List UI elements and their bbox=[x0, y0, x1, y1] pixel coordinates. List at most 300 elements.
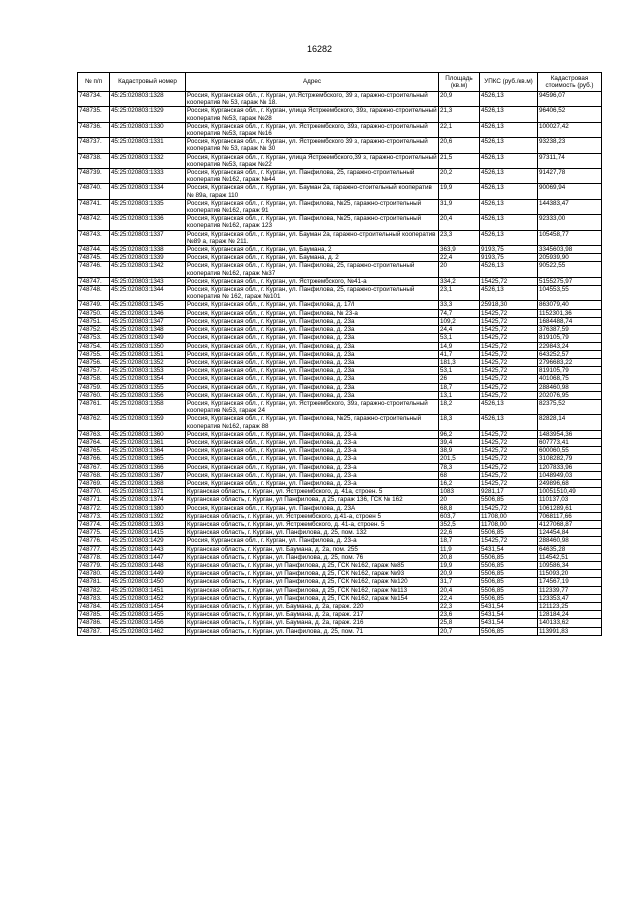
cadastral-number-cell: 45:25:020803:1329 bbox=[110, 107, 186, 122]
cadastral-cost-cell: 82828,14 bbox=[538, 415, 602, 430]
upks-cell: 5506,85 bbox=[480, 553, 538, 561]
area-cell: 18,7 bbox=[439, 537, 480, 545]
cadastral-number-cell: 45:25:020803:1462 bbox=[110, 627, 186, 635]
row-number-cell: 748761. bbox=[78, 399, 110, 414]
row-number-cell: 748751. bbox=[78, 317, 110, 325]
cadastral-cost-cell: 7068117,66 bbox=[538, 512, 602, 520]
cadastral-cost-cell: 92333,00 bbox=[538, 215, 602, 230]
row-number-cell: 748742. bbox=[78, 215, 110, 230]
address-cell: Курганская область, г. Курган, ул. Панфилова, д. 25, пом. 71 bbox=[186, 627, 439, 635]
address-cell: Россия, Курганская обл., г. Курган, ул. Бауман 2а, гаражно-стоительный кооператив № 89а, гараж 110 bbox=[186, 184, 439, 199]
upks-cell: 4526,13 bbox=[480, 215, 538, 230]
cadastral-number-cell: 45:25:020803:1371 bbox=[110, 488, 186, 496]
upks-cell: 4526,13 bbox=[480, 399, 538, 414]
cadastral-cost-cell: 202076,95 bbox=[538, 391, 602, 399]
address-cell: Россия, Курганская обл., г. Курган, улица Ястржембского,39 з, гаражно-строительный кооператив №53, гараж №22 bbox=[187, 153, 437, 168]
area-cell: 21,5 bbox=[439, 153, 480, 168]
cadastral-cost-cell: 96406,52 bbox=[538, 107, 602, 122]
address-cell: Россия, Курганская обл., г. Курган, ул. Панфилова, д. 23а bbox=[186, 317, 439, 325]
row-number-cell: 748766. bbox=[78, 455, 110, 463]
table-row bbox=[78, 399, 602, 414]
upks-cell: 15425,72 bbox=[480, 479, 538, 487]
upks-cell: 4526,13 bbox=[480, 138, 538, 153]
table-row bbox=[78, 254, 602, 262]
cadastral-cost-cell: 124454,84 bbox=[538, 529, 602, 537]
table-header-row bbox=[78, 73, 602, 92]
address-cell: Россия, Курганская обл., г. Курган, ул. Панфилова, д. 23а bbox=[186, 383, 439, 391]
cadastral-number-cell: 45:25:020803:1360 bbox=[110, 430, 186, 438]
address-cell: Россия, Курганская обл., г. Курган, ул. Ястржембского 39 з, гаражно-строительный кооператив № 53, гараж № 30 bbox=[186, 138, 439, 153]
area-cell: 38,9 bbox=[439, 447, 480, 455]
cadastral-cost-cell: 140133,62 bbox=[538, 619, 602, 627]
cadastral-number-cell: 45:25:020803:1368 bbox=[110, 479, 186, 487]
cadastral-number-cell: 45:25:020803:1451 bbox=[110, 586, 186, 594]
cadastral-number-cell: 45:25:020803:1351 bbox=[110, 350, 186, 358]
upks-cell: 15425,72 bbox=[480, 342, 538, 350]
table-row bbox=[78, 92, 602, 107]
address-cell: Россия, Курганская обл., г. Курган, ул. Панфилова, 25, гаражно-строительный кооператив №162, гараж №37 bbox=[186, 262, 439, 277]
table-row bbox=[78, 334, 602, 342]
upks-cell: 5506,85 bbox=[480, 627, 538, 635]
cadastral-number-cell: 45:25:020803:1348 bbox=[110, 326, 186, 334]
address-cell: Курганская область, г. Курган, ул. Ястржембского, д. 41-а, строен. 5 bbox=[186, 520, 439, 528]
row-number-cell: 748737. bbox=[78, 138, 110, 153]
table-row bbox=[78, 463, 602, 471]
upks-cell: 4526,13 bbox=[480, 230, 538, 245]
cadastral-cost-cell: 123353,47 bbox=[538, 594, 602, 602]
cadastral-cost-cell: 5155275,97 bbox=[538, 277, 602, 285]
row-number-cell: 748760. bbox=[78, 391, 110, 399]
table-row bbox=[78, 286, 602, 301]
row-number-cell: 748749. bbox=[78, 301, 110, 309]
upks-cell: 4526,13 bbox=[480, 107, 538, 122]
upks-cell: 4526,13 bbox=[480, 153, 538, 168]
table-row bbox=[78, 570, 602, 578]
table-row bbox=[78, 603, 602, 611]
address-cell: Россия, Курганская обл., г. Курган, ул. Баумана, д. 2 bbox=[186, 254, 439, 262]
address-cell: Россия, Курганская обл., г. Курган, ул. Панфилова, д. 23-а bbox=[186, 438, 439, 446]
table-row bbox=[78, 301, 602, 309]
cadastral-cost-cell: 64635,28 bbox=[538, 545, 602, 553]
upks-cell: 4526,13 bbox=[480, 286, 538, 301]
cadastral-number-cell: 45:25:020803:1367 bbox=[110, 471, 186, 479]
cadastral-cost-cell: 1207833,96 bbox=[538, 463, 602, 471]
cadastral-number-cell: 45:25:020803:1330 bbox=[110, 122, 186, 137]
row-number-cell: 748781. bbox=[78, 578, 110, 586]
address-cell: Россия, Курганская обл., г. Курган, ул. Ястржембского, 39з, гаражно-строительный кооператив №53, гараж №16 bbox=[186, 122, 439, 137]
upks-cell: 25918,30 bbox=[480, 301, 538, 309]
row-number-cell: 748740. bbox=[78, 184, 110, 199]
cadastral-number-cell: 45:25:020803:1335 bbox=[110, 199, 186, 214]
cadastral-cost-cell: 1048949,03 bbox=[538, 471, 602, 479]
cadastral-number-cell: 45:25:020803:1450 bbox=[110, 578, 186, 586]
address-cell: Курганская область, г. Курган, ул. Ястржембского, д.41-а, строен 5 bbox=[186, 512, 439, 520]
upks-cell: 15425,72 bbox=[480, 375, 538, 383]
cadastral-cost-cell: 90069,94 bbox=[538, 184, 602, 199]
area-cell: 181,3 bbox=[439, 358, 480, 366]
cadastral-number-cell: 45:25:020803:1365 bbox=[110, 455, 186, 463]
cadastral-cost-cell: 600060,55 bbox=[538, 447, 602, 455]
cadastral-cost-cell: 288460,98 bbox=[538, 537, 602, 545]
row-number-cell: 748775. bbox=[78, 529, 110, 537]
address-cell: Россия, Курганская обл., г. Курган, ул. Панфилова, №25, гаражно-строительный кооператив №162, гараж 88 bbox=[186, 415, 439, 430]
cadastral-number-cell: 45:25:020803:1356 bbox=[110, 391, 186, 399]
row-number-cell: 748786. bbox=[78, 619, 110, 627]
area-cell: 96,2 bbox=[439, 430, 480, 438]
cadastral-cost-cell: 643252,57 bbox=[538, 350, 602, 358]
upks-cell: 15425,72 bbox=[480, 438, 538, 446]
table-row bbox=[78, 545, 602, 553]
area-cell: 20,4 bbox=[439, 586, 480, 594]
address-cell: Курганская область, г. Курган, ул. Панфилова, д. 25, пом. 132 bbox=[186, 529, 439, 537]
row-number-cell: 748745. bbox=[78, 254, 110, 262]
cadastral-number-cell: 45:25:020803:1448 bbox=[110, 561, 186, 569]
area-cell: 201,5 bbox=[439, 455, 480, 463]
upks-cell: 15425,72 bbox=[480, 277, 538, 285]
row-number-cell: 748750. bbox=[78, 309, 110, 317]
area-cell: 363,9 bbox=[439, 246, 480, 254]
cadastral-cost-cell: 90522,55 bbox=[538, 262, 602, 277]
area-cell: 20,9 bbox=[439, 570, 480, 578]
area-cell: 26 bbox=[439, 375, 480, 383]
row-number-cell: 748757. bbox=[78, 367, 110, 375]
row-number-cell: 748741. bbox=[78, 199, 110, 214]
area-cell: 22,6 bbox=[439, 529, 480, 537]
row-number-cell: 748771. bbox=[78, 496, 110, 504]
address-cell: Россия, Курганская обл., г. Курган, ул.Ястржембского, 39 з, гаражно-строительный кооператив № 53, гараж № 18. bbox=[186, 92, 439, 107]
area-cell: 24,4 bbox=[439, 326, 480, 334]
cadastral-number-cell: 45:25:020803:1449 bbox=[110, 570, 186, 578]
area-cell: 53,1 bbox=[439, 334, 480, 342]
area-cell: 31,9 bbox=[439, 199, 480, 214]
cadastral-cost-cell: 376387,59 bbox=[538, 326, 602, 334]
upks-cell: 4526,13 bbox=[480, 184, 538, 199]
cadastral-number-cell: 45:25:020803:1456 bbox=[110, 619, 186, 627]
table-row bbox=[78, 383, 602, 391]
row-number-cell: 748784. bbox=[78, 603, 110, 611]
cadastral-cost-cell: 249896,68 bbox=[538, 479, 602, 487]
table-row bbox=[78, 455, 602, 463]
table-row bbox=[78, 529, 602, 537]
area-cell: 23,1 bbox=[439, 286, 480, 301]
area-cell: 78,3 bbox=[439, 463, 480, 471]
address-cell: Россия, Курганская обл., г. Курган, ул. Ястржембского, №41-а bbox=[186, 277, 439, 285]
table-row bbox=[78, 277, 602, 285]
area-cell: 14,9 bbox=[439, 342, 480, 350]
cadastral-cost-cell: 97311,74 bbox=[538, 153, 602, 168]
cadastral-number-cell: 45:25:020803:1443 bbox=[110, 545, 186, 553]
area-cell: 20,4 bbox=[439, 215, 480, 230]
table-row bbox=[78, 430, 602, 438]
cadastral-cost-cell: 174567,19 bbox=[538, 578, 602, 586]
address-cell: Курганская область, г. Курган, ул. Ястржембского, д. 41а, строен. 5 bbox=[186, 488, 439, 496]
cadastral-cost-cell: 121123,25 bbox=[538, 603, 602, 611]
row-number-cell: 748769. bbox=[78, 479, 110, 487]
table-row bbox=[78, 199, 602, 214]
table-row bbox=[78, 578, 602, 586]
address-cell: Россия, Курганская обл., г. Курган, ул. Панфилова, д. 23-а bbox=[186, 463, 439, 471]
upks-cell: 9193,75 bbox=[480, 246, 538, 254]
cadastral-cost-cell: 144383,47 bbox=[538, 199, 602, 214]
area-cell: 20,9 bbox=[439, 92, 480, 107]
address-cell: Россия, Курганская обл., г. Курган, ул. Панфилова, №25, гаражно-строительный кооператив №162, гараж 123 bbox=[186, 215, 439, 230]
address-cell: Россия, Курганская обл., г. Курган, ул. Панфилова, д. 23а bbox=[186, 350, 439, 358]
table-row bbox=[78, 553, 602, 561]
cadastral-number-cell: 45:25:020803:1333 bbox=[110, 169, 186, 184]
cadastral-cost-cell: 128184,24 bbox=[538, 611, 602, 619]
cadastral-number-cell: 45:25:020803:1358 bbox=[110, 399, 186, 414]
cadastral-cost-cell: 819105,79 bbox=[538, 334, 602, 342]
area-cell: 22,4 bbox=[439, 594, 480, 602]
row-number-cell: 748764. bbox=[78, 438, 110, 446]
row-number-cell: 748735. bbox=[78, 107, 110, 122]
table-row bbox=[78, 350, 602, 358]
cadastral-number-cell: 45:25:020803:1366 bbox=[110, 463, 186, 471]
header-cadastral-number: Кадастровый номер bbox=[110, 73, 186, 92]
cadastral-number-cell: 45:25:020803:1346 bbox=[110, 309, 186, 317]
table-row bbox=[78, 317, 602, 325]
upks-cell: 4526,13 bbox=[480, 199, 538, 214]
cadastral-cost-cell: 229843,24 bbox=[538, 342, 602, 350]
address-cell: Россия, Курганская обл., г. Курган, ул. Панфилова, №25, гаражно-строительный кооператив №162, гараж 91 bbox=[186, 199, 439, 214]
area-cell: 41,7 bbox=[439, 350, 480, 358]
header-address: Адрес bbox=[186, 73, 439, 92]
address-cell: Россия, Курганская обл., г. Курган, ул. Панфилова, д. 23-а bbox=[186, 447, 439, 455]
row-number-cell: 748758. bbox=[78, 375, 110, 383]
upks-cell: 5431,54 bbox=[480, 545, 538, 553]
address-cell: Россия, Курганская обл., г. Курган, ул. Панфилова, д. 23а bbox=[186, 342, 439, 350]
cadastral-number-cell: 45:25:020803:1359 bbox=[110, 415, 186, 430]
cadastral-number-cell: 45:25:020803:1334 bbox=[110, 184, 186, 199]
address-cell: Россия, Курганская обл., г. Курган, ул. Ястржембского, 39з, гаражно-строительный кооператив №53, гараж 24 bbox=[186, 399, 439, 414]
address-cell: Россия, Курганская обл., г. Курган, ул. Панфилова, д. 23-а bbox=[186, 455, 439, 463]
cadastral-cost-cell: 288460,98 bbox=[538, 383, 602, 391]
cadastral-number-cell: 45:25:020803:1354 bbox=[110, 375, 186, 383]
table-row bbox=[78, 496, 602, 504]
table-row bbox=[78, 504, 602, 512]
cadastral-number-cell: 45:25:020803:1380 bbox=[110, 504, 186, 512]
table-row bbox=[78, 107, 602, 122]
row-number-cell: 748778. bbox=[78, 553, 110, 561]
address-cell: Россия, Курганская обл., г. Курган, ул. Панфилова, 25, гаражно-строительный кооператив № 162, гараж №101 bbox=[186, 286, 439, 301]
cadastral-cost-cell: 91427,78 bbox=[538, 169, 602, 184]
cadastral-number-cell: 45:25:020803:1336 bbox=[110, 215, 186, 230]
table-row bbox=[78, 358, 602, 366]
row-number-cell: 748762. bbox=[78, 415, 110, 430]
table-row bbox=[78, 262, 602, 277]
address-cell: Россия, Курганская обл., г. Курган, ул. Панфилова, д. 23А bbox=[186, 504, 439, 512]
area-cell: 19,9 bbox=[439, 184, 480, 199]
address-cell: Курганская область, г. Курган, ул Панфилова, д 25, ГСК №162, гараж №85 bbox=[186, 561, 439, 569]
address-cell: Курганская область, г. Курган, ул Панфилова, д 25, ГСК №162, гараж №154 bbox=[186, 594, 439, 602]
row-number-cell: 748734. bbox=[78, 92, 110, 107]
area-cell: 352,5 bbox=[439, 520, 480, 528]
upks-cell: 5431,54 bbox=[480, 611, 538, 619]
cadastral-cost-cell: 104553,55 bbox=[538, 286, 602, 301]
cadastral-cost-cell: 112339,77 bbox=[538, 586, 602, 594]
address-cell: Россия, Курганская обл., г. Курган, ул. Панфилова, д. 23а bbox=[186, 326, 439, 334]
page-number: 16282 bbox=[306, 44, 333, 54]
area-cell: 68 bbox=[439, 471, 480, 479]
table-row bbox=[78, 230, 602, 245]
table-row bbox=[78, 512, 602, 520]
table-row bbox=[78, 122, 602, 137]
row-number-cell: 748755. bbox=[78, 350, 110, 358]
address-cell: Россия, Курганская обл., г. Курган, ул. Панфилова, 25, гаражно-строительный кооператив №162, гараж №44 bbox=[186, 169, 439, 184]
cadastral-cost-cell: 110137,03 bbox=[538, 496, 602, 504]
cadastral-cost-cell: 109586,34 bbox=[538, 561, 602, 569]
upks-cell: 4526,13 bbox=[480, 92, 538, 107]
upks-cell: 5506,85 bbox=[480, 496, 538, 504]
row-number-cell: 748774. bbox=[78, 520, 110, 528]
row-number-cell: 748739. bbox=[78, 169, 110, 184]
address-cell: Россия, Курганская обл., г. Курган, ул. Панфилова, д. 23-а bbox=[186, 430, 439, 438]
table-row bbox=[78, 309, 602, 317]
area-cell: 20,6 bbox=[439, 138, 480, 153]
row-number-cell: 748787. bbox=[78, 627, 110, 635]
table-row bbox=[78, 375, 602, 383]
table-row bbox=[78, 594, 602, 602]
row-number-cell: 748782. bbox=[78, 586, 110, 594]
table-row bbox=[78, 246, 602, 254]
area-cell: 22,3 bbox=[439, 603, 480, 611]
address-cell: Россия, Курганская обл., г. Курган, улица Ястржембского, 39з, гаражно-строительный кооператив №53, гараж №28 bbox=[187, 107, 437, 122]
table-row bbox=[78, 342, 602, 350]
cadastral-cost-cell: 1152301,36 bbox=[538, 309, 602, 317]
upks-cell: 5506,85 bbox=[480, 586, 538, 594]
upks-cell: 9281,17 bbox=[480, 488, 538, 496]
address-cell: Курганская область, г. Курган, ул Панфилова, д 25, ГСК №162, гараж №113 bbox=[186, 586, 439, 594]
area-cell: 39,4 bbox=[439, 438, 480, 446]
address-cell: Курганская область, г. Курган, ул. Панфилова, д. 25, пом. 76 bbox=[186, 553, 439, 561]
address-cell: Россия, Курганская обл., г. Курган, ул. Баумана, 2 bbox=[186, 246, 439, 254]
cadastral-number-cell: 45:25:020803:1447 bbox=[110, 553, 186, 561]
table-row bbox=[78, 391, 602, 399]
cadastral-cost-cell: 115093,20 bbox=[538, 570, 602, 578]
cadastral-number-cell: 45:25:020803:1339 bbox=[110, 254, 186, 262]
cadastral-number-cell: 45:25:020803:1353 bbox=[110, 367, 186, 375]
row-number-cell: 748752. bbox=[78, 326, 110, 334]
cadastral-cost-cell: 113991,83 bbox=[538, 627, 602, 635]
upks-cell: 15425,72 bbox=[480, 309, 538, 317]
table-row bbox=[78, 215, 602, 230]
upks-cell: 15425,72 bbox=[480, 383, 538, 391]
table-row bbox=[78, 586, 602, 594]
table-row bbox=[78, 138, 602, 153]
address-cell: Курганская область, г. Курган, ул Панфилова, д 25, гараж 136, ГСК № 162 bbox=[186, 496, 439, 504]
address-cell: Россия, Курганская обл., г. Курган, ул. Панфилова, д. 17/I bbox=[186, 301, 439, 309]
table-row bbox=[78, 438, 602, 446]
address-cell: Курганская область, г. Курган, ул. Баумана, д. 2а, пом. 255 bbox=[186, 545, 439, 553]
table-row bbox=[78, 367, 602, 375]
cadastral-number-cell: 45:25:020803:1347 bbox=[110, 317, 186, 325]
area-cell: 31,7 bbox=[439, 578, 480, 586]
area-cell: 13,1 bbox=[439, 391, 480, 399]
table-row bbox=[78, 488, 602, 496]
area-cell: 11,9 bbox=[439, 545, 480, 553]
row-number-cell: 748747. bbox=[78, 277, 110, 285]
cadastral-number-cell: 45:25:020803:1352 bbox=[110, 358, 186, 366]
row-number-cell: 748759. bbox=[78, 383, 110, 391]
cadastral-cost-cell: 82375,52 bbox=[538, 399, 602, 414]
table-row bbox=[78, 561, 602, 569]
address-cell: Россия, Курганская обл., г. Курган, ул. Бауман 2а, гаражно-строительный кооператив №89 а, гараж № 211. bbox=[186, 230, 439, 245]
upks-cell: 15425,72 bbox=[480, 334, 538, 342]
header-num: № п/п bbox=[78, 73, 110, 92]
cadastral-number-cell: 45:25:020803:1349 bbox=[110, 334, 186, 342]
area-cell: 334,2 bbox=[439, 277, 480, 285]
address-cell: Россия, Курганская обл., г. Курган, ул. Панфилова, д. 23а bbox=[186, 391, 439, 399]
table-row bbox=[78, 611, 602, 619]
row-number-cell: 748753. bbox=[78, 334, 110, 342]
table-row bbox=[78, 447, 602, 455]
row-number-cell: 748765. bbox=[78, 447, 110, 455]
table-row bbox=[78, 479, 602, 487]
cadastral-cost-cell: 3108282,79 bbox=[538, 455, 602, 463]
address-cell: Россия, Курганская обл., г. Курган, ул. Панфилова, № 23-а bbox=[186, 309, 439, 317]
cadastral-number-cell: 45:25:020803:1374 bbox=[110, 496, 186, 504]
upks-cell: 5506,85 bbox=[480, 570, 538, 578]
cadastral-cost-cell: 93238,23 bbox=[538, 138, 602, 153]
row-number-cell: 748754. bbox=[78, 342, 110, 350]
cadastral-number-cell: 45:25:020803:1429 bbox=[110, 537, 186, 545]
area-cell: 603,7 bbox=[439, 512, 480, 520]
upks-cell: 15425,72 bbox=[480, 537, 538, 545]
row-number-cell: 748772. bbox=[78, 504, 110, 512]
upks-cell: 4526,13 bbox=[480, 262, 538, 277]
upks-cell: 15425,72 bbox=[480, 350, 538, 358]
cadastral-number-cell: 45:25:020803:1455 bbox=[110, 611, 186, 619]
row-number-cell: 748776. bbox=[78, 537, 110, 545]
table-row bbox=[78, 471, 602, 479]
area-cell: 74,7 bbox=[439, 309, 480, 317]
area-cell: 18,3 bbox=[439, 415, 480, 430]
area-cell: 21,3 bbox=[439, 107, 480, 122]
cadastral-number-cell: 45:25:020803:1364 bbox=[110, 447, 186, 455]
cadastral-cost-cell: 4127068,87 bbox=[538, 520, 602, 528]
address-cell: Курганская область, г. Курган, ул Панфилова, д 25, ГСК №162, гараж №93 bbox=[186, 570, 439, 578]
row-number-cell: 748783. bbox=[78, 594, 110, 602]
area-cell: 20,7 bbox=[439, 627, 480, 635]
cadastral-number-cell: 45:25:020803:1337 bbox=[110, 230, 186, 245]
cadastral-cost-cell: 100027,42 bbox=[538, 122, 602, 137]
table-row bbox=[78, 326, 602, 334]
cadastral-cost-cell: 3345603,98 bbox=[538, 246, 602, 254]
table-row bbox=[78, 619, 602, 627]
row-number-cell: 748736. bbox=[78, 122, 110, 137]
table-row bbox=[78, 537, 602, 545]
table-row bbox=[78, 520, 602, 528]
row-number-cell: 748779. bbox=[78, 561, 110, 569]
cadastral-number-cell: 45:25:020803:1392 bbox=[110, 512, 186, 520]
area-cell: 19,9 bbox=[439, 561, 480, 569]
cadastral-number-cell: 45:25:020803:1338 bbox=[110, 246, 186, 254]
upks-cell: 15425,72 bbox=[480, 471, 538, 479]
row-number-cell: 748768. bbox=[78, 471, 110, 479]
area-cell: 20,2 bbox=[439, 169, 480, 184]
table-row bbox=[78, 169, 602, 184]
cadastral-cost-cell: 1684488,74 bbox=[538, 317, 602, 325]
area-cell: 109,2 bbox=[439, 317, 480, 325]
address-cell: Курганская область, г. Курган, ул. Баумана, д. 2а, гараж. 220 bbox=[186, 603, 439, 611]
area-cell: 20,8 bbox=[439, 553, 480, 561]
address-cell: Россия, Курганская обл., г. Курган, ул. Панфилова, д. 23а bbox=[186, 367, 439, 375]
upks-cell: 15425,72 bbox=[480, 455, 538, 463]
row-number-cell: 748748. bbox=[78, 286, 110, 301]
cadastral-number-cell: 45:25:020803:1331 bbox=[110, 138, 186, 153]
cadastral-number-cell: 45:25:020803:1454 bbox=[110, 603, 186, 611]
cadastral-number-cell: 45:25:020803:1452 bbox=[110, 594, 186, 602]
